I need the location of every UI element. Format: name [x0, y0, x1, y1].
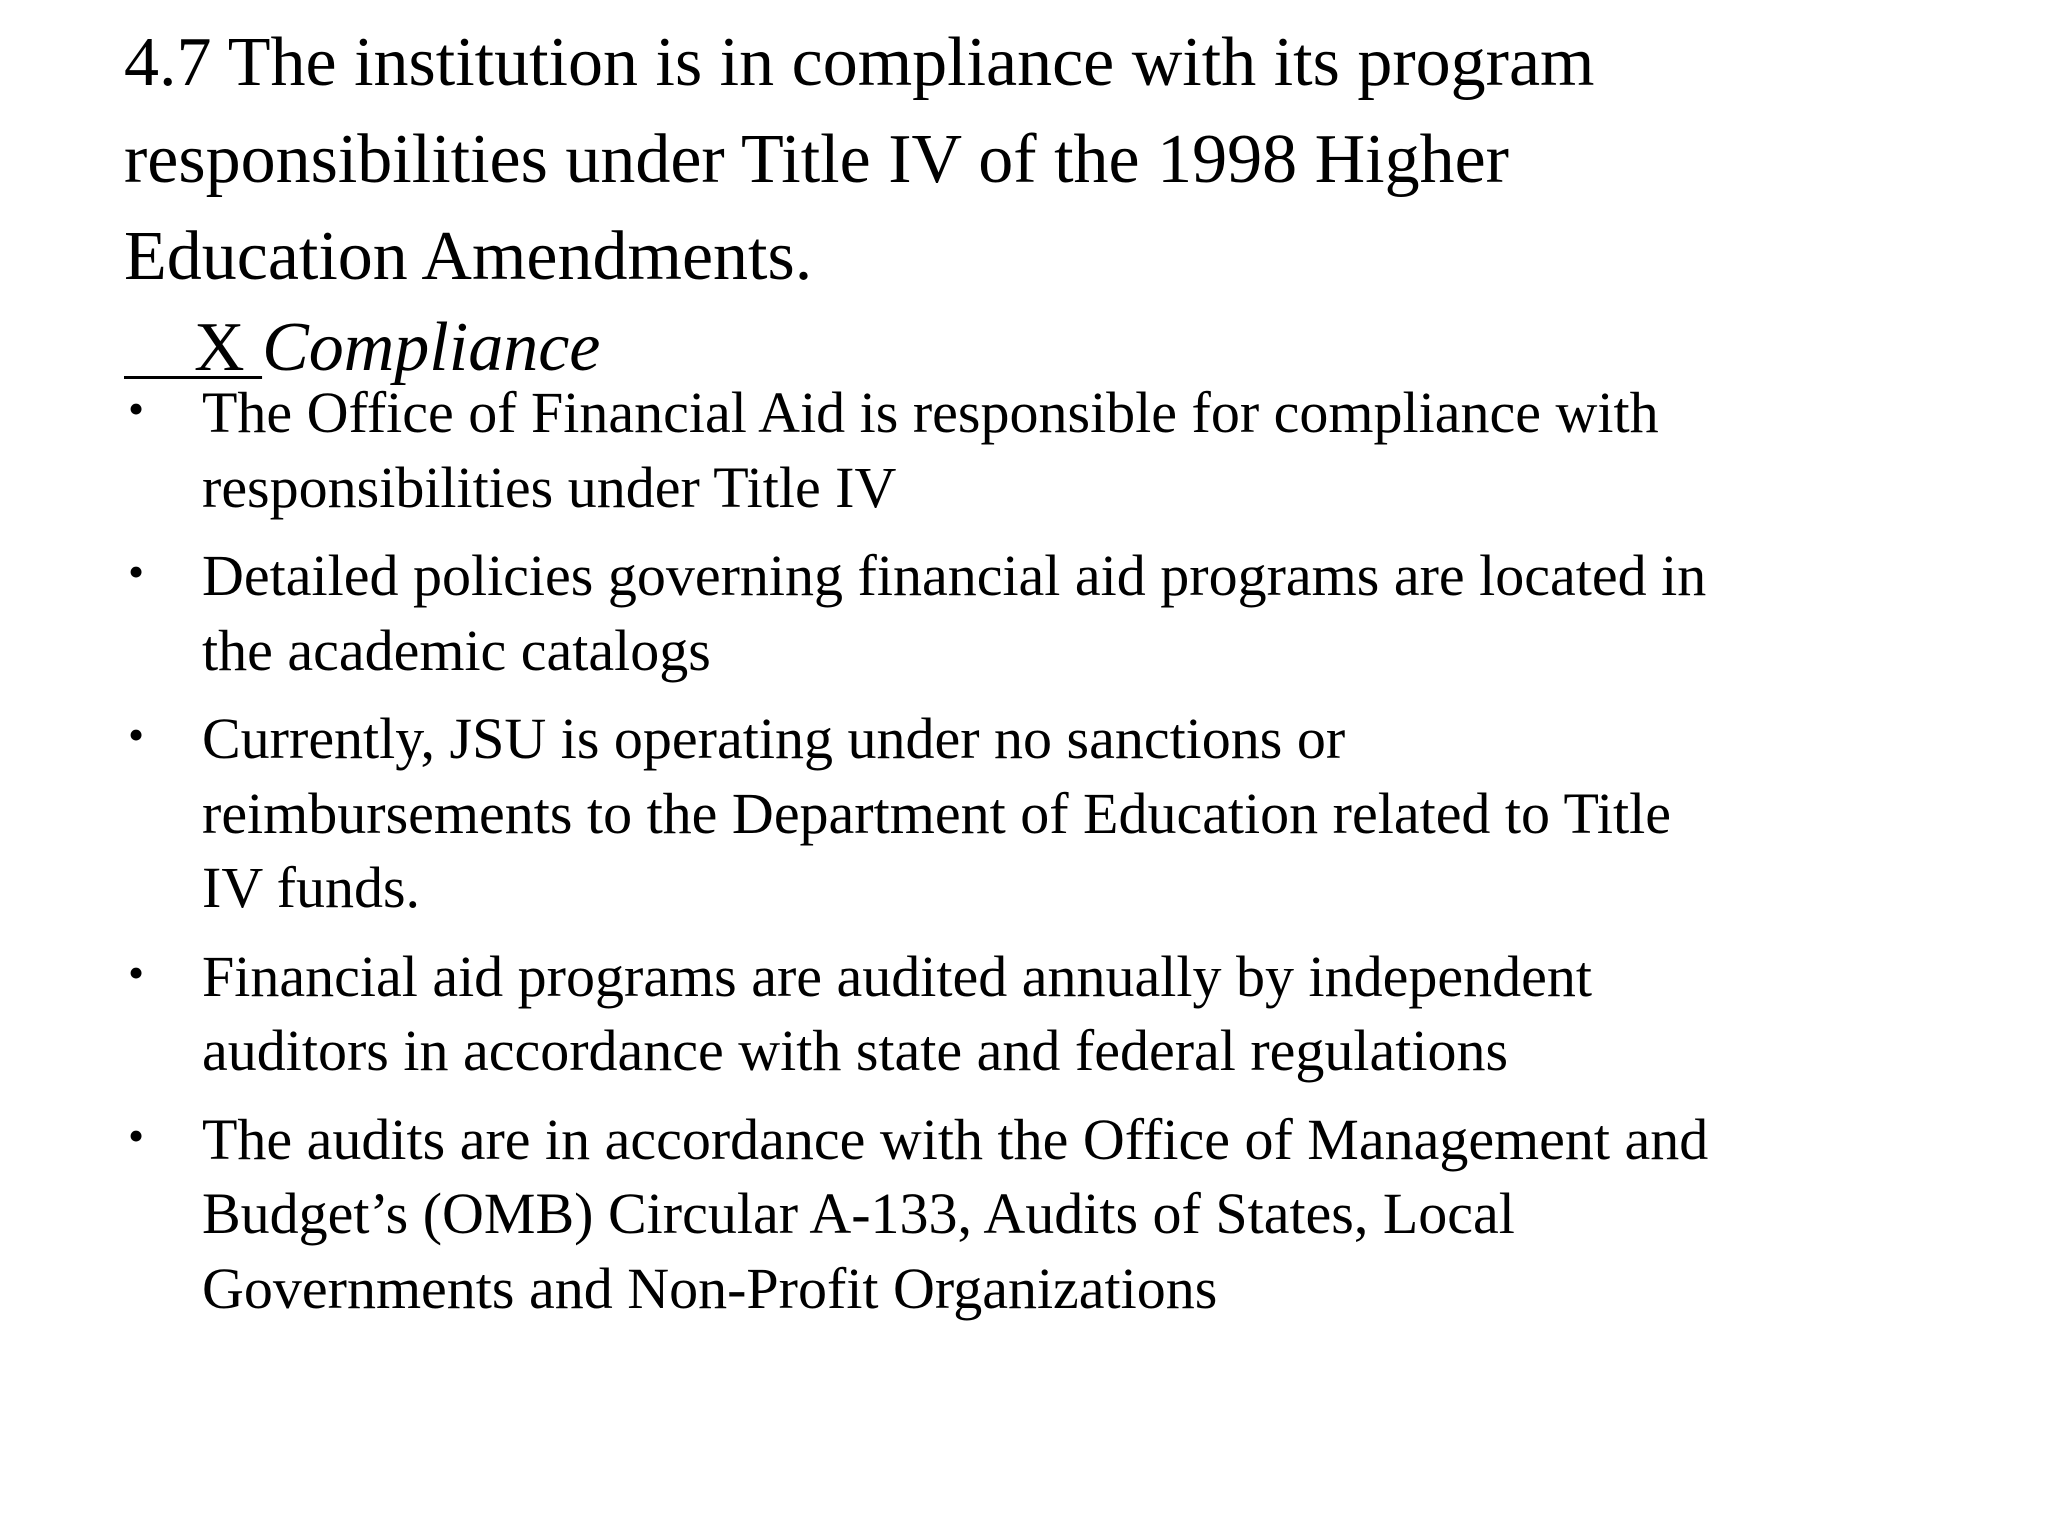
- bullet-dot-icon: •: [128, 1109, 145, 1161]
- bullet-text-line: Governments and Non-Profit Organizations: [202, 1255, 1218, 1321]
- bullet-item: [124, 1103, 2004, 1327]
- slide-title: [124, 14, 1944, 305]
- bullet-text-line: auditors in accordance with state and federal regulations: [202, 1018, 1509, 1083]
- compliance-status-label: Compliance: [262, 309, 601, 386]
- title-line: responsibilities under Title IV of the 1998 Higher: [124, 121, 1509, 198]
- bullet-item: [124, 539, 2004, 688]
- bullet-item: [124, 940, 2004, 1089]
- bullet-text-line: IV funds.: [202, 855, 421, 920]
- bullet-dot-icon: •: [128, 946, 145, 998]
- bullet-item: [124, 702, 2004, 926]
- title-line: 4.7 The institution is in compliance with its program: [124, 24, 1595, 101]
- bullet-list: [124, 376, 2004, 1340]
- bullet-text-line: Financial aid programs are audited annually by independent: [202, 943, 1592, 1009]
- bullet-text-line: responsibilities under Title IV: [202, 454, 897, 520]
- bullet-text-line: The Office of Financial Aid is responsible for compliance with: [202, 380, 1659, 445]
- title-line: Education Amendments.: [124, 218, 813, 295]
- bullet-dot-icon: •: [128, 709, 145, 760]
- bullet-text-line: Detailed policies governing financial aid programs are located in: [202, 543, 1707, 608]
- bullet-text-line: The audits are in accordance with the Office of Management and: [202, 1106, 1709, 1172]
- bullet-dot-icon: •: [128, 546, 145, 597]
- bullet-text-line: reimbursements to the Department of Education related to Title: [202, 780, 1671, 846]
- bullet-dot-icon: •: [128, 383, 145, 434]
- bullet-item: [124, 376, 2004, 525]
- compliance-check-mark: X: [124, 309, 263, 386]
- bullet-text-line: Currently, JSU is operating under no sanctions or: [202, 706, 1346, 771]
- bullet-text-line: the academic catalogs: [202, 617, 711, 683]
- bullet-text-line: Budget’s (OMB) Circular A-133, Audits of States, Local: [202, 1181, 1515, 1246]
